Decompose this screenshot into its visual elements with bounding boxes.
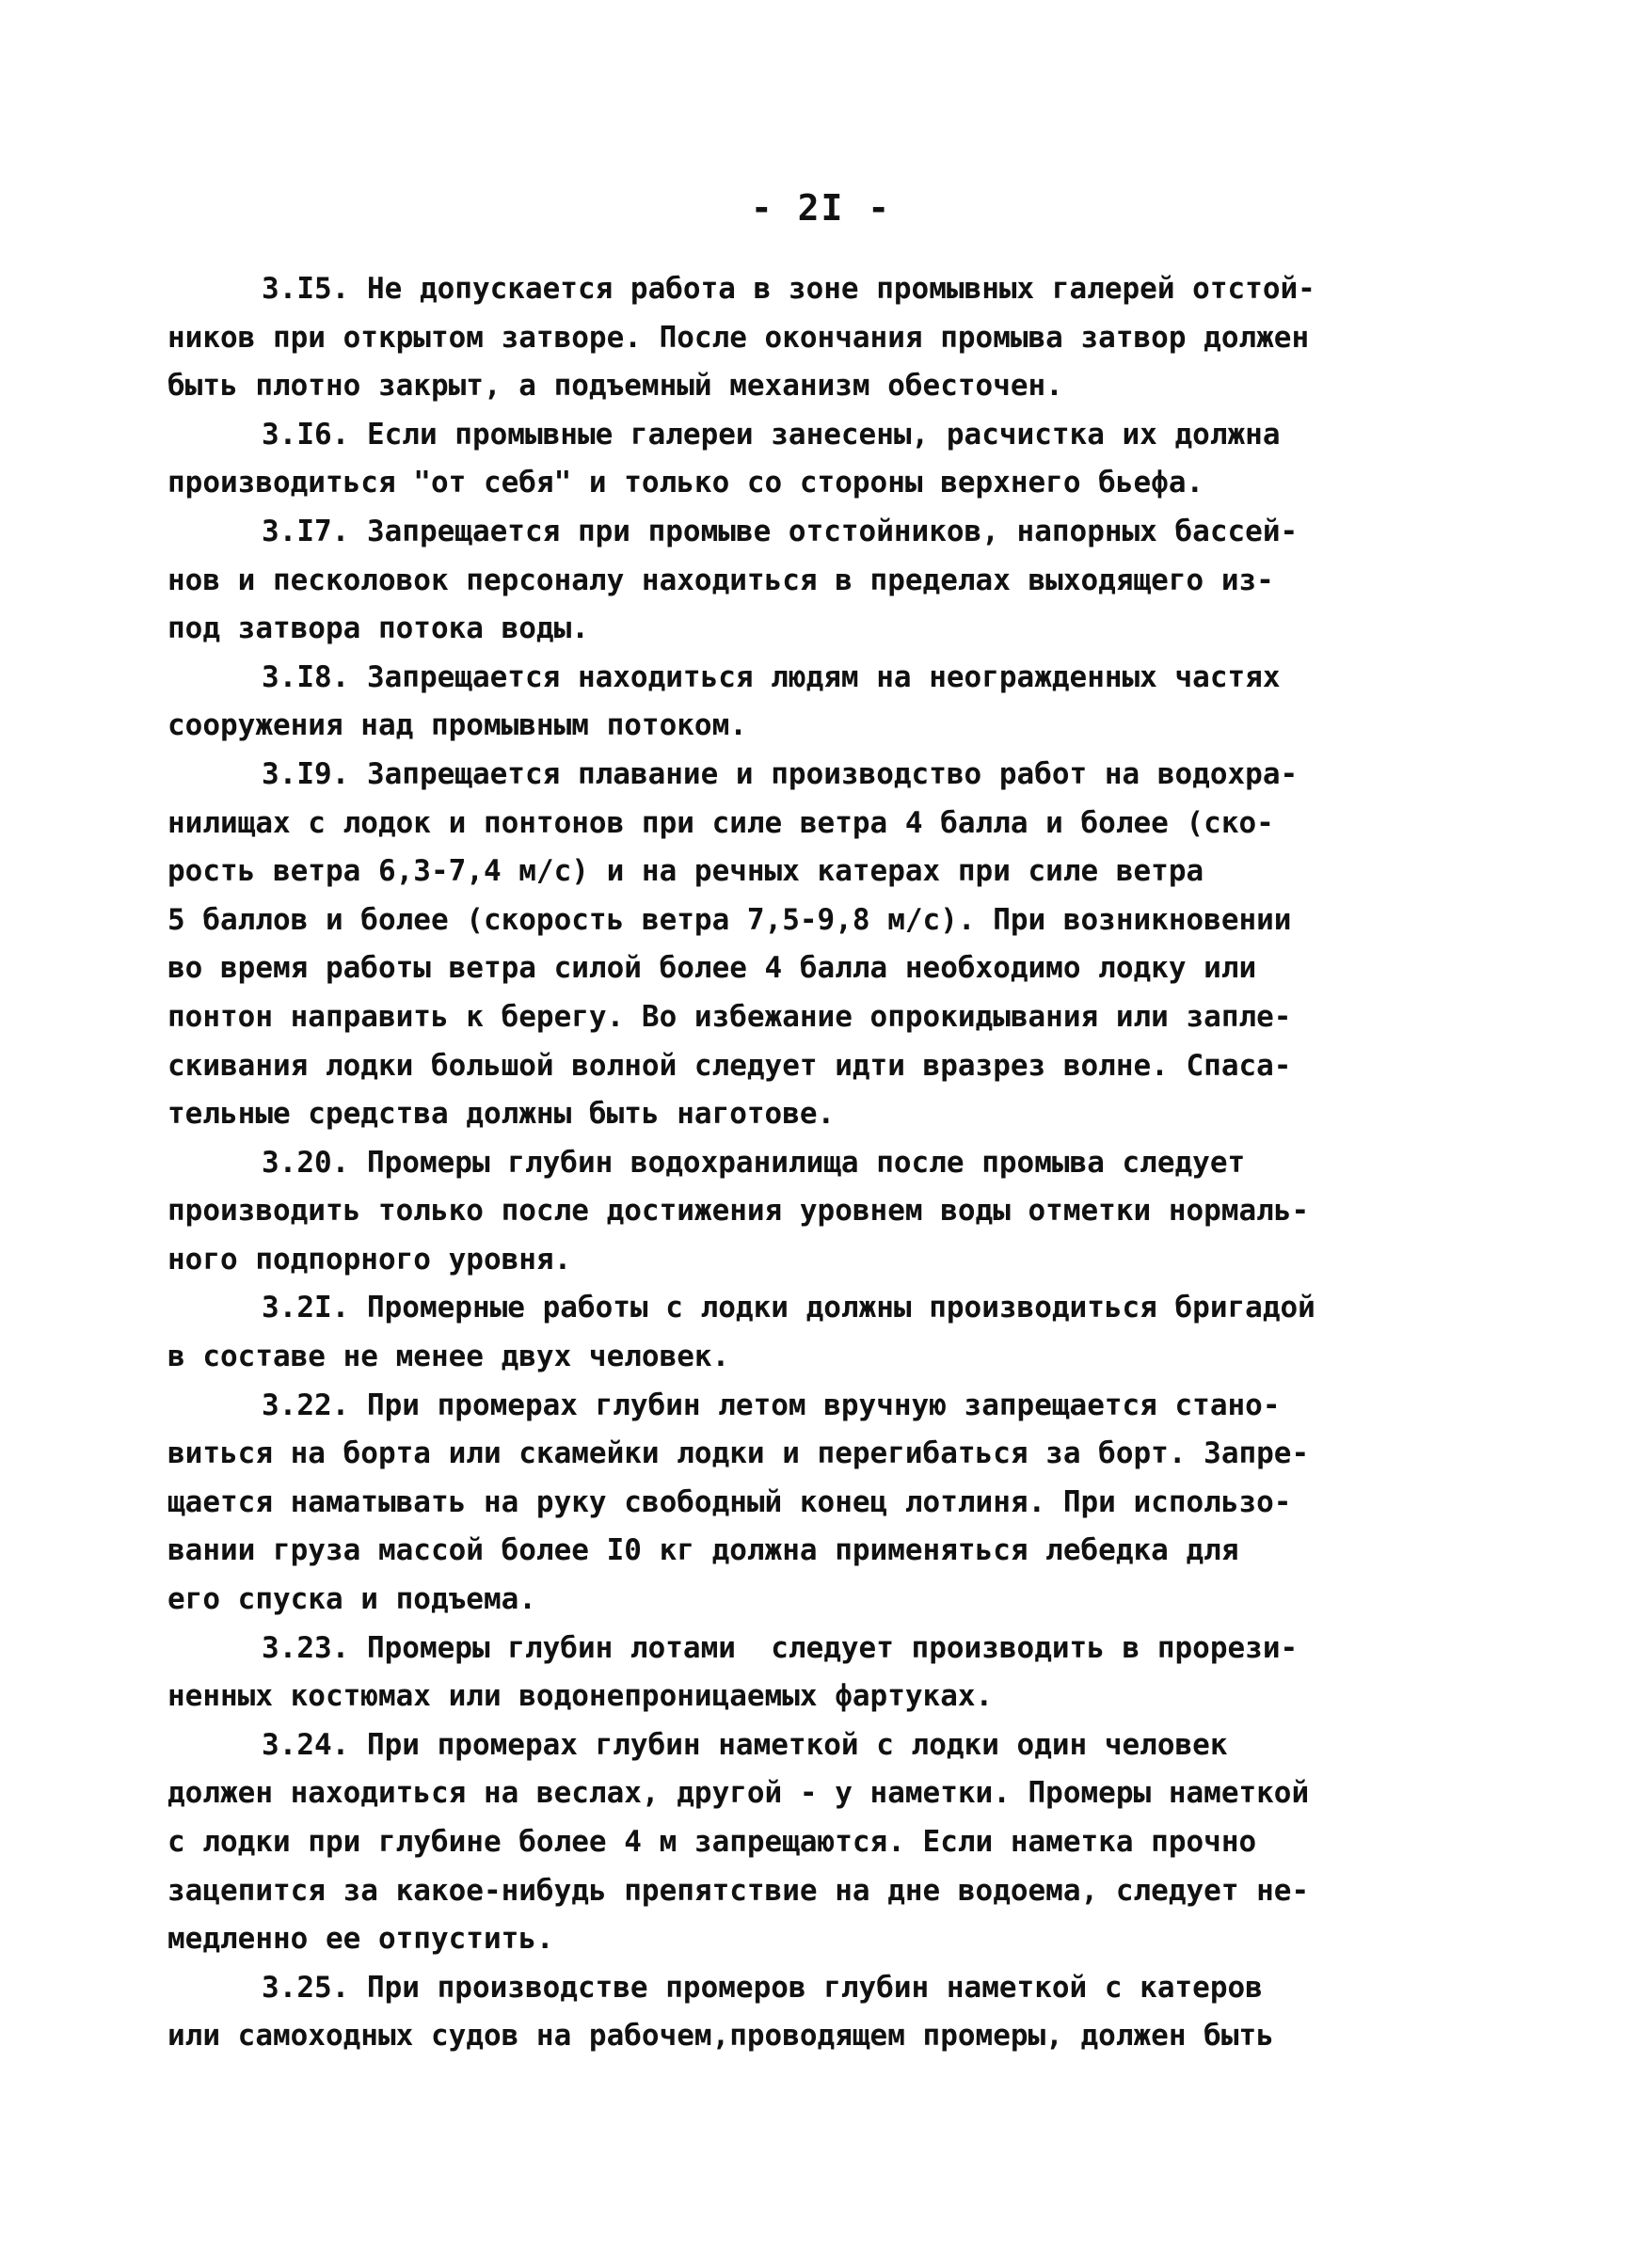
text-line: нов и песколовок персоналу находиться в пределах выходящего из- bbox=[167, 563, 1274, 597]
text-line: 3.20. Промеры глубин водохранилища после промыва следует bbox=[262, 1145, 1246, 1180]
text-line: сооружения над промывным потоком. bbox=[167, 708, 747, 743]
text-line: 3.I9. Запрещается плавание и производство работ на водохра- bbox=[262, 756, 1299, 791]
text-line: во время работы ветра силой более 4 балла необходимо лодку или bbox=[167, 951, 1257, 986]
text-line: виться на борта или скамейки лодки и перегибаться за борт. Запре- bbox=[167, 1436, 1310, 1471]
text-line: нилищах с лодок и понтонов при силе ветра 4 балла и более (ско- bbox=[167, 805, 1274, 840]
text-line: щается наматывать на руку свободный конец лотлиня. При использо- bbox=[167, 1484, 1292, 1519]
text-line: 3.I5. Не допускается работа в зоне промывных галерей отстой- bbox=[262, 272, 1315, 306]
text-line: 3.2I. Промерные работы с лодки должны производиться бригадой bbox=[262, 1291, 1315, 1325]
text-line: с лодки при глубине более 4 м запрещаются. Если наметка прочно bbox=[167, 1825, 1257, 1859]
text-line: 3.I8. Запрещается находиться людям на неогражденных частях bbox=[262, 659, 1281, 694]
text-line: понтон направить к берегу. Во избежание опрокидывания или запле- bbox=[167, 999, 1292, 1034]
text-line: 3.I7. Запрещается при промыве отстойников, напорных бассей- bbox=[262, 514, 1299, 548]
text-line: 3.22. При промерах глубин летом вручную запрещается стано- bbox=[262, 1388, 1281, 1422]
text-line: ного подпорного уровня. bbox=[167, 1242, 572, 1277]
text-line: должен находиться на веслах, другой - у наметки. Промеры наметкой bbox=[167, 1776, 1310, 1811]
text-line: в составе не менее двух человек. bbox=[167, 1340, 730, 1374]
text-line: скивания лодки большой волной следует идти вразрез волне. Спаса- bbox=[167, 1048, 1292, 1083]
text-line: ненных костюмах или водонепроницаемых фартуках. bbox=[167, 1679, 994, 1714]
text-line: 3.23. Промеры глубин лотами следует производить в прорези- bbox=[262, 1630, 1299, 1665]
text-line: 3.I6. Если промывные галереи занесены, расчистка их должна bbox=[262, 417, 1281, 452]
text-line: 5 баллов и более (скорость ветра 7,5-9,8 м/с). При возникновении bbox=[167, 902, 1292, 937]
text-line: производиться "от себя" и только со стороны верхнего бьефа. bbox=[167, 466, 1204, 500]
text-line: под затвора потока воды. bbox=[167, 611, 589, 646]
text-line: 3.25. При производстве промеров глубин наметкой с катеров bbox=[262, 1970, 1263, 2005]
text-line: рость ветра 6,3-7,4 м/с) и на речных катерах при силе ветра bbox=[167, 854, 1204, 889]
text-line: производить только после достижения уровнем воды отметки нормаль- bbox=[167, 1194, 1310, 1229]
text-line: вании груза массой более I0 кг должна применяться лебедка для bbox=[167, 1533, 1239, 1568]
text-line: тельные средства должны быть наготове. bbox=[167, 1097, 836, 1132]
text-line: 3.24. При промерах глубин наметкой с лодки один человек bbox=[262, 1727, 1228, 1762]
page-number: - 2I - bbox=[750, 187, 892, 229]
text-line: зацепится за какое-нибудь препятствие на дне водоема, следует не- bbox=[167, 1873, 1310, 1908]
text-line: медленно ее отпустить. bbox=[167, 1922, 554, 1957]
text-line: быть плотно закрыт, а подъемный механизм обесточен. bbox=[167, 369, 1063, 404]
text-line: или самоходных судов на рабочем,проводящем промеры, должен быть bbox=[167, 2019, 1274, 2054]
text-line: его спуска и подъема. bbox=[167, 1582, 536, 1617]
document-body bbox=[167, 265, 1438, 2061]
text-line: ников при открытом затворе. После окончания промыва затвор должен bbox=[167, 320, 1310, 355]
